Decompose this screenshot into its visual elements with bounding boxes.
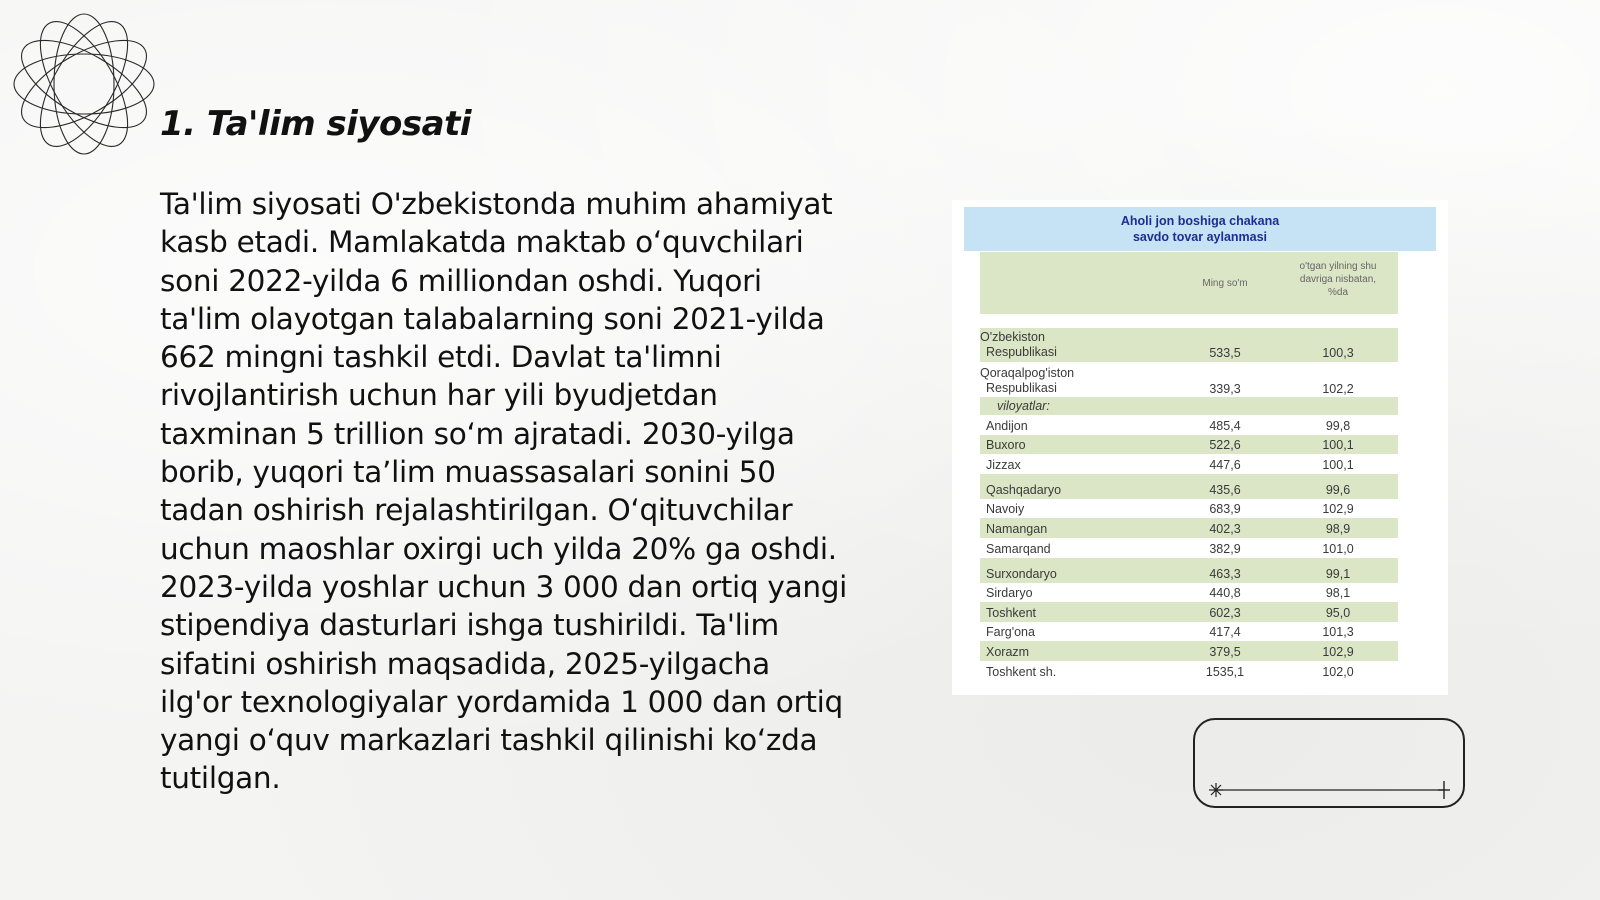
- column-header-line: %da: [1327, 287, 1348, 298]
- table-row: [980, 455, 1398, 474]
- row-value: 435,6: [1209, 483, 1241, 497]
- table-row: [980, 602, 1398, 622]
- row-value: 99,1: [1325, 567, 1351, 581]
- column-header: [1288, 260, 1388, 299]
- row-value: 485,4: [1209, 419, 1241, 433]
- row-value: 417,4: [1209, 625, 1241, 639]
- slide-body-text: Ta'lim siyosati O'zbekistonda muhim ahamiyat kasb etadi. Mamlakatda maktab o‘quvchilari soni 2022-yilda 6 milliondan oshdi. Yuqori ta'lim olayotgan talabalarning soni 2021-yilda 662 mingni tashkil etdi. Davlat ta'limni rivojlantirish uchun har yili byudjetdan taxminan 5 trillion so‘m ajratadi. 2030-yilga borib, yuqori ta’lim muassasalari sonini 50 tadan oshirish rejalashtirilgan. O‘qituvchilar uchun maoshlar oxirgi uch yilda 20% ga oshdi. 2023-yilda yoshlar uchun 3 000 dan ortiq yangi stipendiya dasturlari ishga tushirildi. Ta'lim sifatini oshirish maqsadida, 2025-yilgacha ilg'or texnologiyalar yordamida 1 000 dan ortiq yangi o‘quv markazlari tashkil qilinishi ko‘zda tutilgan.: [160, 187, 848, 796]
- table-row: [980, 328, 1398, 362]
- row-name: Qashqadaryo: [986, 483, 1062, 497]
- row-value: 98,9: [1325, 522, 1351, 536]
- row-name: Toshkent: [986, 606, 1037, 620]
- column-header-line: davriga nisbatan,: [1299, 274, 1377, 285]
- row-value: 99,6: [1325, 483, 1351, 497]
- row-value: 100,1: [1322, 458, 1354, 472]
- table-row: [980, 558, 1398, 583]
- row-value: 382,9: [1209, 542, 1241, 556]
- row-name: Qoraqalpog'iston Respublikasi: [980, 366, 1075, 395]
- row-value: 102,9: [1322, 645, 1354, 659]
- row-value: 463,3: [1209, 567, 1241, 581]
- row-value: 402,3: [1209, 522, 1241, 536]
- row-value: 440,8: [1209, 586, 1241, 600]
- row-value: 379,5: [1209, 645, 1241, 659]
- row-value: 98,1: [1325, 586, 1351, 600]
- row-value: 102,0: [1322, 665, 1354, 679]
- table-title-line: savdo tovar aylanmasi: [1132, 230, 1268, 244]
- row-value: 101,0: [1322, 542, 1354, 556]
- table-row: [980, 661, 1398, 681]
- table-row: [980, 416, 1398, 435]
- table-row: [980, 641, 1398, 661]
- row-value: 101,3: [1322, 625, 1354, 639]
- statistics-table-image: [952, 200, 1448, 695]
- row-value: 100,3: [1322, 346, 1354, 360]
- table-row: [980, 435, 1398, 454]
- table-row: [980, 538, 1398, 558]
- row-value: 99,8: [1325, 419, 1351, 433]
- row-value: 100,1: [1322, 438, 1354, 452]
- row-name: Surxondaryo: [986, 567, 1057, 581]
- table-row: [980, 474, 1398, 499]
- row-value: 447,6: [1209, 458, 1241, 472]
- table-row: [980, 583, 1398, 602]
- row-value: 602,3: [1209, 606, 1241, 620]
- row-name: Toshkent sh.: [986, 665, 1057, 679]
- row-name: Sirdaryo: [986, 586, 1033, 600]
- slide-title: 1. Ta'lim siyosati: [160, 104, 471, 144]
- table-header: [980, 252, 1398, 314]
- row-name: Buxoro: [986, 438, 1026, 452]
- row-value: 102,9: [1322, 502, 1354, 516]
- row-name: Samarqand: [986, 542, 1051, 556]
- row-name: Namangan: [986, 522, 1048, 536]
- row-value: 339,3: [1209, 382, 1241, 396]
- row-name: Andijon: [986, 419, 1028, 433]
- row-value: 533,5: [1209, 346, 1241, 360]
- column-header: Ming so'm: [1202, 278, 1248, 289]
- table-row: [980, 397, 1398, 415]
- table-title: [964, 207, 1436, 251]
- row-name: O'zbekiston Respublikasi: [980, 330, 1057, 359]
- table-row: [980, 622, 1398, 641]
- row-name: Navoiy: [986, 502, 1025, 516]
- row-value: 102,2: [1322, 382, 1354, 396]
- row-value: 522,6: [1209, 438, 1241, 452]
- row-label: viloyatlar:: [997, 399, 1050, 413]
- row-name: Jizzax: [986, 458, 1021, 472]
- table-title-line: Aholi jon boshiga chakana: [1120, 214, 1280, 228]
- row-value: 95,0: [1325, 606, 1351, 620]
- row-name: Farg'ona: [986, 625, 1035, 639]
- table-row: [980, 364, 1398, 398]
- column-header-line: o'tgan yilning shu: [1299, 261, 1377, 272]
- decorative-line-icon: [1200, 780, 1460, 800]
- table-row: [980, 518, 1398, 538]
- row-name: Xorazm: [986, 645, 1030, 659]
- row-value: 683,9: [1209, 502, 1241, 516]
- row-value: 1535,1: [1205, 665, 1245, 679]
- table-row: [980, 499, 1398, 518]
- ornament-icon: [10, 10, 158, 158]
